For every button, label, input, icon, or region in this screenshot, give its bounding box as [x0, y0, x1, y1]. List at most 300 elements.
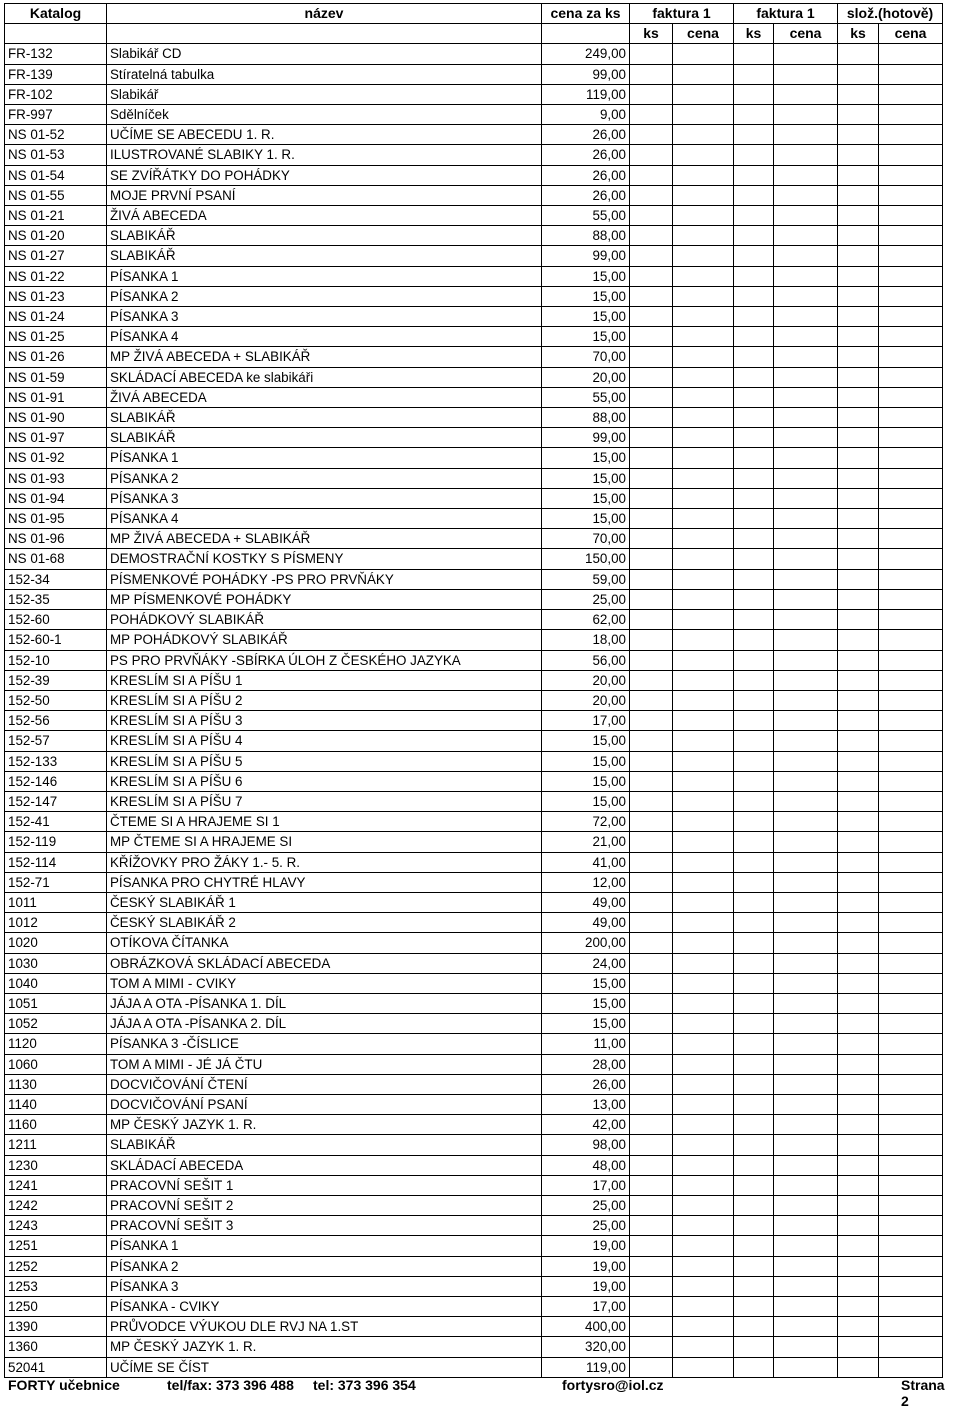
entry-cell	[630, 549, 673, 569]
entry-cell	[838, 1317, 879, 1337]
catalog-code: 152-34	[5, 569, 107, 589]
table-row	[5, 589, 943, 609]
entry-cell	[838, 1256, 879, 1276]
entry-cell	[774, 812, 838, 832]
entry-cell	[879, 64, 943, 84]
catalog-code: NS 01-23	[5, 286, 107, 306]
item-name: KRESLÍM SI A PÍŠU 2	[107, 690, 542, 710]
entry-cell	[838, 1094, 879, 1114]
unit-price: 15,00	[542, 266, 630, 286]
entry-cell	[734, 549, 774, 569]
unit-price: 15,00	[542, 973, 630, 993]
entry-cell	[879, 428, 943, 448]
entry-cell	[734, 852, 774, 872]
entry-cell	[630, 1297, 673, 1317]
table-row	[5, 1155, 943, 1175]
entry-cell	[630, 711, 673, 731]
item-name: SLABIKÁŘ	[107, 408, 542, 428]
item-name: KRESLÍM SI A PÍŠU 1	[107, 670, 542, 690]
unit-price: 15,00	[542, 751, 630, 771]
entry-cell	[734, 408, 774, 428]
entry-cell	[734, 1115, 774, 1135]
table-row	[5, 185, 943, 205]
item-name: MP ČTEME SI A HRAJEME SI	[107, 832, 542, 852]
unit-price: 98,00	[542, 1135, 630, 1155]
item-name: PÍSMENKOVÉ POHÁDKY -PS PRO PRVŇÁKY	[107, 569, 542, 589]
catalog-code: 1250	[5, 1297, 107, 1317]
unit-price: 25,00	[542, 1216, 630, 1236]
entry-cell	[673, 246, 734, 266]
entry-cell	[673, 1175, 734, 1195]
catalog-code: 1020	[5, 933, 107, 953]
entry-cell	[630, 731, 673, 751]
entry-cell	[774, 1155, 838, 1175]
entry-cell	[630, 1195, 673, 1215]
entry-cell	[734, 953, 774, 973]
entry-cell	[630, 105, 673, 125]
table-row	[5, 1054, 943, 1074]
entry-cell	[879, 1155, 943, 1175]
entry-cell	[838, 307, 879, 327]
entry-cell	[879, 185, 943, 205]
catalog-code: 1252	[5, 1256, 107, 1276]
entry-cell	[879, 549, 943, 569]
price-rows	[5, 44, 943, 1377]
entry-cell	[630, 1337, 673, 1357]
entry-cell	[838, 1195, 879, 1215]
col-invoice-1: faktura 1	[630, 4, 734, 24]
entry-cell	[734, 670, 774, 690]
entry-cell	[838, 509, 879, 529]
table-row	[5, 751, 943, 771]
entry-cell	[673, 1135, 734, 1155]
table-row	[5, 145, 943, 165]
entry-cell	[879, 1337, 943, 1357]
entry-cell	[673, 1034, 734, 1054]
catalog-code: 1051	[5, 993, 107, 1013]
unit-price: 62,00	[542, 610, 630, 630]
catalog-code: 1242	[5, 1195, 107, 1215]
entry-cell	[774, 125, 838, 145]
subheader-row	[5, 24, 943, 44]
catalog-code: NS 01-21	[5, 206, 107, 226]
entry-cell	[673, 1094, 734, 1114]
entry-cell	[879, 852, 943, 872]
unit-price: 99,00	[542, 428, 630, 448]
entry-cell	[774, 1034, 838, 1054]
item-name: PÍSANKA 3	[107, 488, 542, 508]
entry-cell	[734, 892, 774, 912]
table-row	[5, 852, 943, 872]
entry-cell	[879, 105, 943, 125]
entry-cell	[774, 387, 838, 407]
table-row	[5, 64, 943, 84]
entry-cell	[734, 1256, 774, 1276]
sub-empty	[542, 24, 630, 44]
entry-cell	[673, 670, 734, 690]
catalog-code: NS 01-52	[5, 125, 107, 145]
entry-cell	[734, 44, 774, 64]
entry-cell	[734, 872, 774, 892]
entry-cell	[774, 771, 838, 791]
unit-price: 26,00	[542, 185, 630, 205]
entry-cell	[774, 1074, 838, 1094]
entry-cell	[673, 84, 734, 104]
table-row	[5, 84, 943, 104]
catalog-code: NS 01-24	[5, 307, 107, 327]
unit-price: 15,00	[542, 327, 630, 347]
entry-cell	[879, 1195, 943, 1215]
entry-cell	[630, 84, 673, 104]
entry-cell	[838, 226, 879, 246]
unit-price: 26,00	[542, 125, 630, 145]
catalog-code: 52041	[5, 1357, 107, 1377]
unit-price: 400,00	[542, 1317, 630, 1337]
entry-cell	[673, 751, 734, 771]
entry-cell	[774, 1094, 838, 1114]
entry-cell	[774, 973, 838, 993]
entry-cell	[630, 771, 673, 791]
entry-cell	[838, 1155, 879, 1175]
catalog-code: NS 01-25	[5, 327, 107, 347]
entry-cell	[774, 993, 838, 1013]
entry-cell	[879, 812, 943, 832]
table-row	[5, 1297, 943, 1317]
item-name: ŽIVÁ ABECEDA	[107, 206, 542, 226]
entry-cell	[673, 347, 734, 367]
table-row	[5, 973, 943, 993]
table-row	[5, 105, 943, 125]
table-row	[5, 286, 943, 306]
entry-cell	[774, 913, 838, 933]
catalog-code: NS 01-68	[5, 549, 107, 569]
entry-cell	[734, 610, 774, 630]
unit-price: 17,00	[542, 1175, 630, 1195]
entry-cell	[734, 529, 774, 549]
entry-cell	[630, 307, 673, 327]
table-row	[5, 266, 943, 286]
entry-cell	[838, 872, 879, 892]
sub-ks: ks	[734, 24, 774, 44]
item-name: KRESLÍM SI A PÍŠU 4	[107, 731, 542, 751]
catalog-code: 1060	[5, 1054, 107, 1074]
entry-cell	[774, 711, 838, 731]
table-row	[5, 307, 943, 327]
entry-cell	[734, 1195, 774, 1215]
entry-cell	[630, 1074, 673, 1094]
item-name: MP POHÁDKOVÝ SLABIKÁŘ	[107, 630, 542, 650]
item-name: Sdělníček	[107, 105, 542, 125]
sub-empty	[107, 24, 542, 44]
entry-cell	[879, 1317, 943, 1337]
table-row	[5, 953, 943, 973]
entry-cell	[630, 448, 673, 468]
entry-cell	[734, 105, 774, 125]
entry-cell	[879, 529, 943, 549]
catalog-code: 152-146	[5, 771, 107, 791]
entry-cell	[630, 185, 673, 205]
item-name: KRESLÍM SI A PÍŠU 6	[107, 771, 542, 791]
entry-cell	[774, 650, 838, 670]
entry-cell	[879, 1115, 943, 1135]
entry-cell	[879, 1014, 943, 1034]
unit-price: 15,00	[542, 993, 630, 1013]
entry-cell	[630, 226, 673, 246]
entry-cell	[879, 610, 943, 630]
entry-cell	[673, 44, 734, 64]
entry-cell	[734, 125, 774, 145]
entry-cell	[838, 206, 879, 226]
catalog-code: NS 01-95	[5, 509, 107, 529]
item-name: ČESKÝ SLABIKÁŘ 2	[107, 913, 542, 933]
catalog-code: 1012	[5, 913, 107, 933]
unit-price: 119,00	[542, 84, 630, 104]
entry-cell	[630, 690, 673, 710]
entry-cell	[879, 509, 943, 529]
entry-cell	[673, 64, 734, 84]
entry-cell	[838, 1337, 879, 1357]
entry-cell	[630, 468, 673, 488]
entry-cell	[673, 872, 734, 892]
item-name: PÍSANKA - CVIKY	[107, 1297, 542, 1317]
entry-cell	[838, 286, 879, 306]
entry-cell	[879, 751, 943, 771]
footer-tel: tel: 373 396 354	[313, 1377, 416, 1393]
entry-cell	[774, 448, 838, 468]
entry-cell	[879, 569, 943, 589]
catalog-code: 152-147	[5, 791, 107, 811]
item-name: Slabikář CD	[107, 44, 542, 64]
catalog-code: 1251	[5, 1236, 107, 1256]
entry-cell	[630, 125, 673, 145]
entry-cell	[838, 751, 879, 771]
entry-cell	[774, 569, 838, 589]
entry-cell	[838, 650, 879, 670]
entry-cell	[838, 1236, 879, 1256]
unit-price: 15,00	[542, 468, 630, 488]
entry-cell	[879, 589, 943, 609]
entry-cell	[734, 630, 774, 650]
entry-cell	[673, 1074, 734, 1094]
item-name: PRŮVODCE VÝUKOU DLE RVJ NA 1.ST	[107, 1317, 542, 1337]
entry-cell	[838, 529, 879, 549]
entry-cell	[630, 64, 673, 84]
entry-cell	[734, 1317, 774, 1337]
entry-cell	[879, 953, 943, 973]
entry-cell	[774, 953, 838, 973]
entry-cell	[734, 307, 774, 327]
entry-cell	[838, 711, 879, 731]
catalog-code: NS 01-92	[5, 448, 107, 468]
entry-cell	[879, 488, 943, 508]
table-row	[5, 731, 943, 751]
item-name: PÍSANKA 3 -ČÍSLICE	[107, 1034, 542, 1054]
catalog-code: NS 01-20	[5, 226, 107, 246]
table-row	[5, 1236, 943, 1256]
catalog-code: 1011	[5, 892, 107, 912]
entry-cell	[673, 468, 734, 488]
entry-cell	[838, 145, 879, 165]
unit-price: 15,00	[542, 1014, 630, 1034]
table-row	[5, 327, 943, 347]
catalog-code: 1120	[5, 1034, 107, 1054]
item-name: DOCVIČOVÁNÍ ČTENÍ	[107, 1074, 542, 1094]
table-row	[5, 509, 943, 529]
unit-price: 21,00	[542, 832, 630, 852]
entry-cell	[879, 1175, 943, 1195]
entry-cell	[673, 125, 734, 145]
item-name: PÍSANKA 2	[107, 468, 542, 488]
entry-cell	[774, 488, 838, 508]
catalog-code: FR-132	[5, 44, 107, 64]
entry-cell	[630, 145, 673, 165]
entry-cell	[879, 1054, 943, 1074]
table-row	[5, 630, 943, 650]
entry-cell	[774, 1297, 838, 1317]
entry-cell	[774, 44, 838, 64]
table-row	[5, 872, 943, 892]
item-name: ILUSTROVANÉ SLABIKY 1. R.	[107, 145, 542, 165]
footer-page: Strana 2	[901, 1377, 945, 1409]
entry-cell	[838, 105, 879, 125]
unit-price: 15,00	[542, 771, 630, 791]
entry-cell	[630, 206, 673, 226]
unit-price: 99,00	[542, 64, 630, 84]
entry-cell	[734, 993, 774, 1013]
catalog-code: 152-133	[5, 751, 107, 771]
entry-cell	[630, 953, 673, 973]
entry-cell	[734, 226, 774, 246]
unit-price: 70,00	[542, 347, 630, 367]
entry-cell	[630, 1236, 673, 1256]
entry-cell	[630, 1155, 673, 1175]
entry-cell	[673, 206, 734, 226]
entry-cell	[879, 711, 943, 731]
header-row	[5, 4, 943, 24]
entry-cell	[673, 610, 734, 630]
entry-cell	[879, 1276, 943, 1296]
entry-cell	[630, 751, 673, 771]
item-name: PÍSANKA 1	[107, 266, 542, 286]
unit-price: 26,00	[542, 1074, 630, 1094]
item-name: SLABIKÁŘ	[107, 1135, 542, 1155]
entry-cell	[673, 1317, 734, 1337]
entry-cell	[673, 892, 734, 912]
entry-cell	[879, 286, 943, 306]
entry-cell	[879, 1216, 943, 1236]
entry-cell	[673, 1195, 734, 1215]
item-name: PS PRO PRVŇÁKY -SBÍRKA ÚLOH Z ČESKÉHO JAZYKA	[107, 650, 542, 670]
table-row	[5, 1074, 943, 1094]
unit-price: 19,00	[542, 1256, 630, 1276]
table-row	[5, 1175, 943, 1195]
entry-cell	[838, 1034, 879, 1054]
entry-cell	[734, 1034, 774, 1054]
entry-cell	[838, 771, 879, 791]
unit-price: 13,00	[542, 1094, 630, 1114]
item-name: POHÁDKOVÝ SLABIKÁŘ	[107, 610, 542, 630]
entry-cell	[774, 892, 838, 912]
entry-cell	[838, 589, 879, 609]
entry-cell	[673, 448, 734, 468]
entry-cell	[673, 549, 734, 569]
catalog-code: NS 01-27	[5, 246, 107, 266]
catalog-code: 1140	[5, 1094, 107, 1114]
entry-cell	[673, 509, 734, 529]
unit-price: 15,00	[542, 286, 630, 306]
unit-price: 20,00	[542, 670, 630, 690]
entry-cell	[734, 1236, 774, 1256]
entry-cell	[734, 650, 774, 670]
entry-cell	[838, 812, 879, 832]
entry-cell	[838, 246, 879, 266]
entry-cell	[734, 1135, 774, 1155]
entry-cell	[673, 852, 734, 872]
entry-cell	[879, 307, 943, 327]
entry-cell	[734, 1216, 774, 1236]
footer-company: FORTY učebnice	[8, 1377, 120, 1393]
catalog-code: 152-41	[5, 812, 107, 832]
catalog-code: 1230	[5, 1155, 107, 1175]
entry-cell	[734, 569, 774, 589]
table-row	[5, 1195, 943, 1215]
table-row	[5, 812, 943, 832]
table-row	[5, 448, 943, 468]
item-name: PRACOVNÍ SEŠIT 2	[107, 1195, 542, 1215]
entry-cell	[774, 1337, 838, 1357]
entry-cell	[774, 832, 838, 852]
entry-cell	[630, 44, 673, 64]
entry-cell	[879, 771, 943, 791]
entry-cell	[774, 185, 838, 205]
entry-cell	[630, 246, 673, 266]
entry-cell	[838, 731, 879, 751]
entry-cell	[838, 953, 879, 973]
entry-cell	[838, 1054, 879, 1074]
unit-price: 88,00	[542, 226, 630, 246]
entry-cell	[774, 509, 838, 529]
entry-cell	[774, 145, 838, 165]
item-name: OBRÁZKOVÁ SKLÁDACÍ ABECEDA	[107, 953, 542, 973]
item-name: PÍSANKA PRO CHYTRÉ HLAVY	[107, 872, 542, 892]
entry-cell	[838, 64, 879, 84]
entry-cell	[774, 1317, 838, 1337]
item-name: SLABIKÁŘ	[107, 226, 542, 246]
catalog-code: 1211	[5, 1135, 107, 1155]
entry-cell	[630, 913, 673, 933]
catalog-code: FR-139	[5, 64, 107, 84]
entry-cell	[774, 347, 838, 367]
item-name: DEMOSTRAČNÍ KOSTKY S PÍSMENY	[107, 549, 542, 569]
unit-price: 56,00	[542, 650, 630, 670]
entry-cell	[673, 1155, 734, 1175]
catalog-code: 1253	[5, 1276, 107, 1296]
entry-cell	[673, 993, 734, 1013]
entry-cell	[630, 933, 673, 953]
catalog-code: FR-102	[5, 84, 107, 104]
entry-cell	[630, 791, 673, 811]
entry-cell	[774, 872, 838, 892]
item-name: MP ČESKÝ JAZYK 1. R.	[107, 1337, 542, 1357]
entry-cell	[774, 731, 838, 751]
unit-price: 20,00	[542, 690, 630, 710]
entry-cell	[838, 266, 879, 286]
entry-cell	[630, 650, 673, 670]
entry-cell	[673, 408, 734, 428]
entry-cell	[774, 266, 838, 286]
item-name: TOM A MIMI - CVIKY	[107, 973, 542, 993]
entry-cell	[673, 812, 734, 832]
